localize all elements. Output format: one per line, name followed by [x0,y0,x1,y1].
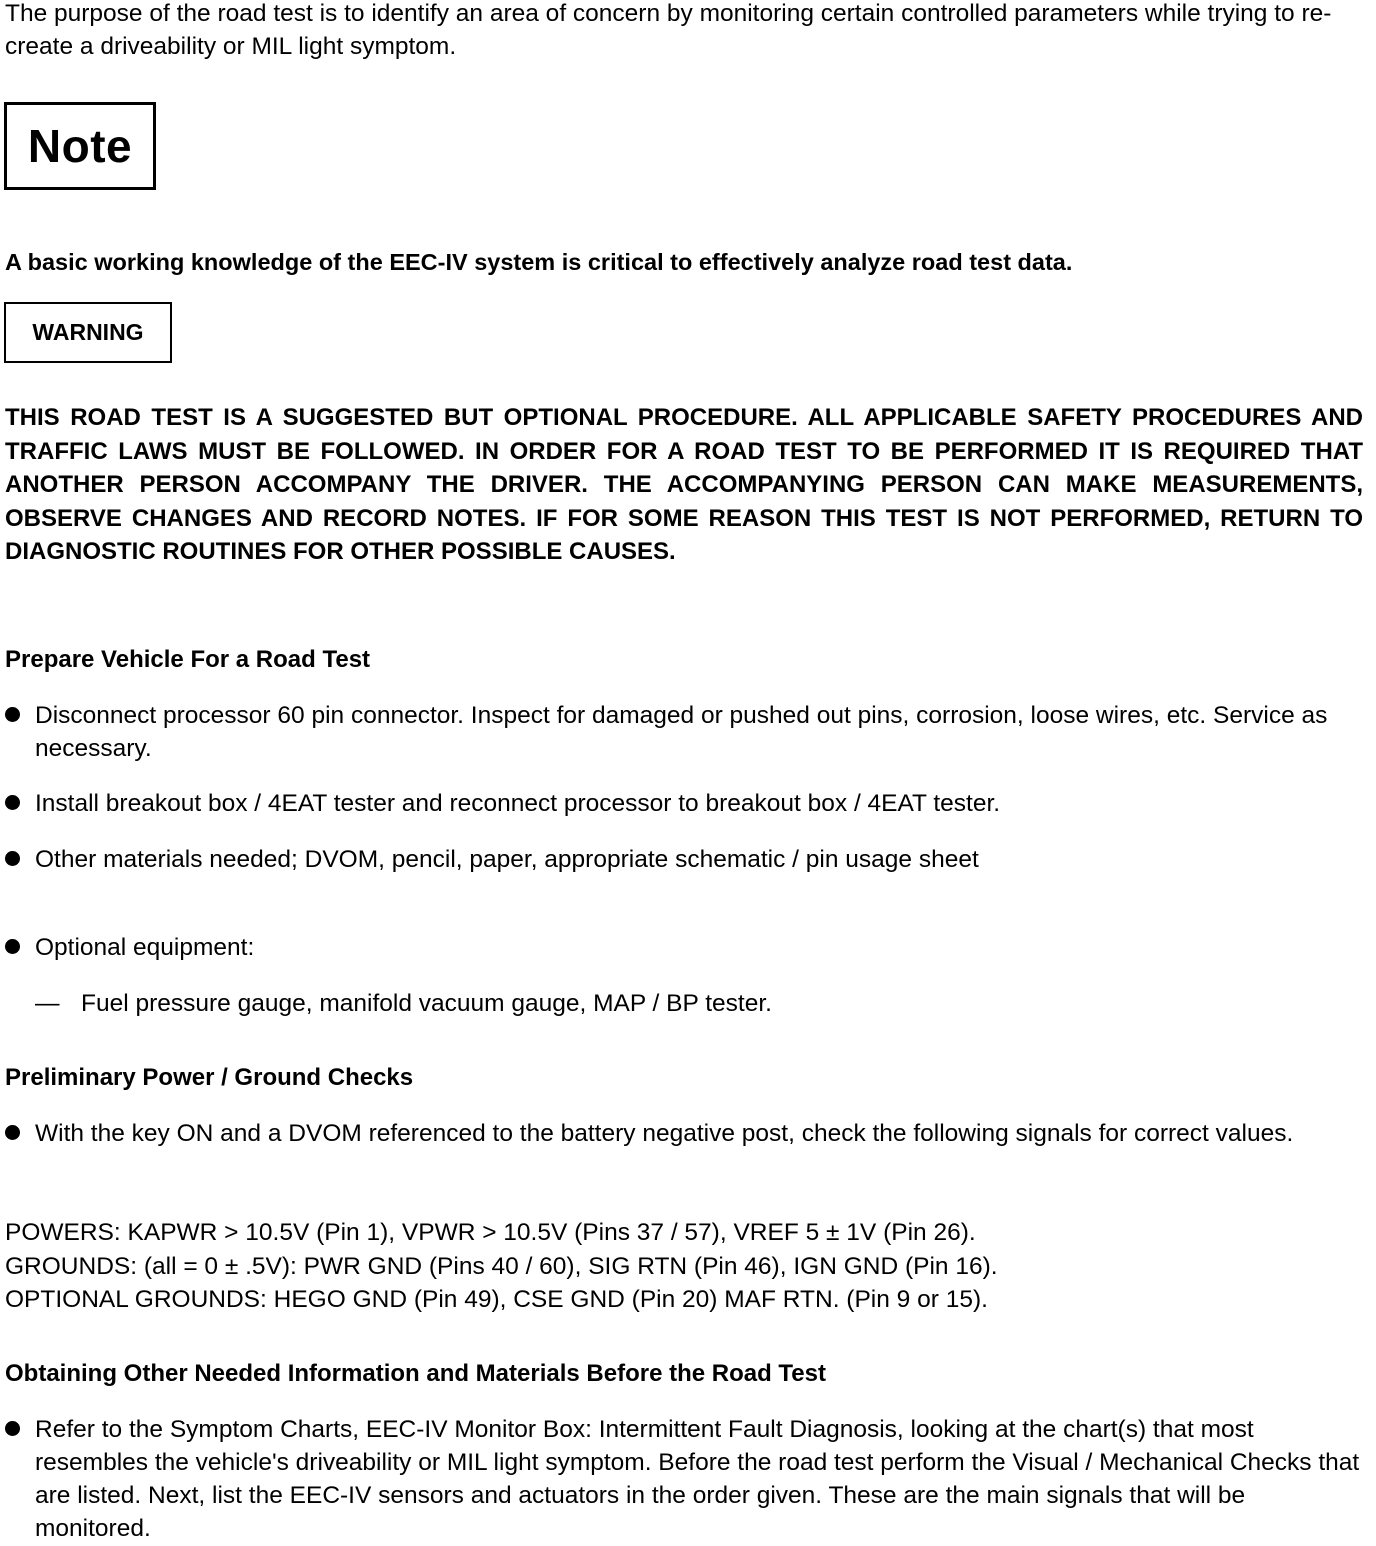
bullet-icon [5,1125,20,1140]
section-heading-prepare-vehicle: Prepare Vehicle For a Road Test [5,646,371,673]
list-item [5,699,1365,765]
powers-line: POWERS: KAPWR > 10.5V (Pin 1), VPWR > 10.5V (Pins 37 / 57), VREF 5 ± 1V (Pin 26). [5,1219,976,1246]
grounds-line: GROUNDS: (all = 0 ± .5V): PWR GND (Pins 40 / 60), SIG RTN (Pin 46), IGN GND (Pin 16). [5,1252,998,1280]
section-heading-other-information: Obtaining Other Needed Information and Materials Before the Road Test [5,1360,826,1387]
intro-paragraph: The purpose of the road test is to identify an area of concern by monitoring certain controlled parameters while trying to re-create a driveability or MIL light symptom. [5,0,1332,60]
warning-label: WARNING [32,319,144,345]
bullet-icon [5,707,20,722]
warning-box [4,302,172,363]
list-item [5,787,1365,820]
list-item-text: Optional equipment: [35,934,255,961]
warning-text: THIS ROAD TEST IS A SUGGESTED BUT OPTIONAL PROCEDURE. ALL APPLICABLE SAFETY PROCEDURES AND TRAFFIC LAWS MUST BE FOLLOWED. IN ORDER FOR A ROAD TEST TO BE PERFORMED IT IS REQUIRED THAT ANOTHER PERSON ACCOMPANY THE DRIVER. THE ACCOMPANYING PERSON CAN MAKE MEASUREMENTS, OBSERVE CHANGES AND RECORD NOTES. IF FOR SOME REASON THIS TEST IS NOT PERFORMED, RETURN TO DIAGNOSTIC ROUTINES FOR OTHER POSSIBLE CAUSES. [5,404,1363,565]
sub-list-item-text: Fuel pressure gauge, manifold vacuum gauge, MAP / BP tester. [81,990,772,1017]
section-heading-power-ground: Preliminary Power / Ground Checks [5,1064,414,1091]
list-item [5,843,1365,876]
list-item-text: Disconnect processor 60 pin connector. Inspect for damaged or pushed out pins, corrosion, loose wires, etc. Service as necessary. [35,702,1328,762]
list-item [5,931,1365,964]
dash-marker: — [35,990,60,1017]
bullet-icon [5,851,20,866]
list-item [5,1413,1365,1545]
note-box [4,102,156,190]
note-text: A basic working knowledge of the EEC-IV system is critical to effectively analyze road test data. [5,249,1073,275]
signal-values [5,1216,1365,1317]
sub-list-item [35,987,772,1020]
list-item-text: With the key ON and a DVOM referenced to the battery negative post, check the following signals for correct values. [35,1120,1294,1147]
note-label: Note [27,120,133,172]
bullet-icon [5,795,20,810]
bullet-icon [5,1421,20,1436]
optional-grounds-line: OPTIONAL GROUNDS: HEGO GND (Pin 49), CSE GND (Pin 20) MAF RTN. (Pin 9 or 15). [5,1286,988,1313]
list-item [5,1117,1365,1150]
bullet-icon [5,939,20,954]
list-item-text: Refer to the Symptom Charts, EEC-IV Monitor Box: Intermittent Fault Diagnosis, looking at the chart(s) that most resembles the vehicle's driveability or MIL light symptom. Before the road test perform the Visual / Mechanical Checks that are listed. Next, list the EEC-IV sensors and actuators in the order given. These are the main signals that will be monitored. [35,1416,1360,1542]
list-item-text: Install breakout box / 4EAT tester and reconnect processor to breakout box / 4EAT tester. [35,790,1001,817]
list-item-text: Other materials needed; DVOM, pencil, paper, appropriate schematic / pin usage sheet [35,846,979,873]
